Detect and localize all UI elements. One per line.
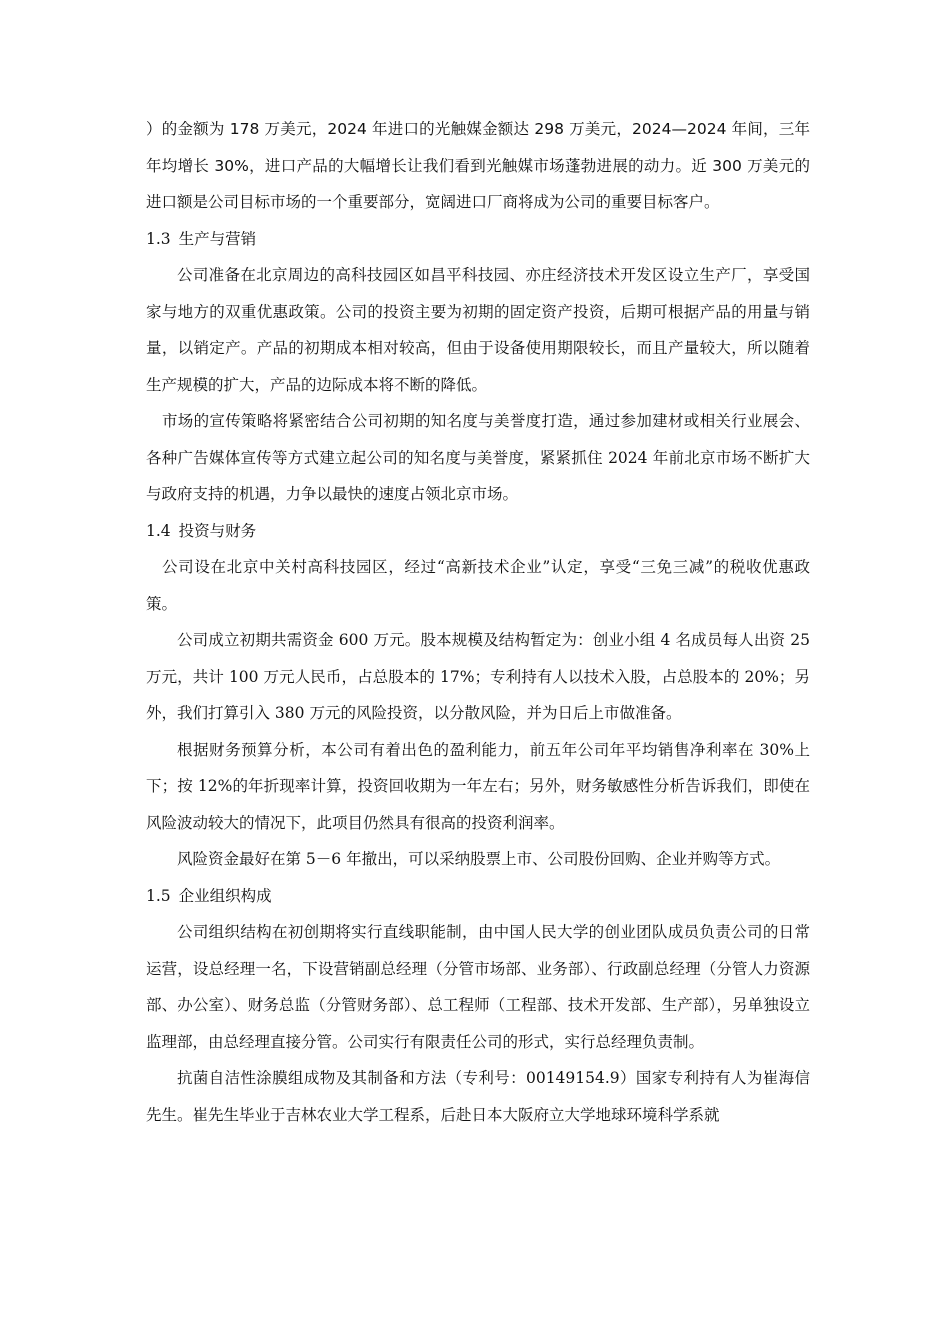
paragraph-patent-holder: 抗菌自洁性涂膜组成物及其制备和方法（专利号：00149154.9）国家专利持有人为崔海信先生。崔先生毕业于吉林农业大学工程系，后赴日本大阪府立大学地球环境科学系就: [146, 1069, 810, 1124]
paragraph-org-structure: 公司组织结构在初创期将实行直线职能制，由中国人民大学的创业团队成员负责公司的日常运营，设总经理一名，下设营销副总经理（分管市场部、业务部）、行政副总经理（分管人力资源部、办公室）、财务总监（分管财务部）、总工程师（工程部、技术开发部、生产部），另单独设立监理部，由总经理直接分管。公司实行有限责任公司的形式，实行总经理负责制。: [146, 923, 810, 1051]
section-title: 企业组织构成: [178, 886, 272, 905]
section-heading-organization: [146, 878, 810, 915]
section-number: 1.3: [146, 229, 171, 248]
section-title: 投资与财务: [178, 521, 257, 540]
paragraph-capital-structure: 公司成立初期共需资金 600 万元。股本规模及结构暂定为：创业小组 4 名成员每人出资 25 万元，共计 100 万元人民币，占总股本的 17%；专利持有人以技术入股，占总股本的 20%；另外，我们打算引入 380 万元的风险投资，以分散风险，并为日后上市做准备。: [146, 631, 810, 722]
paragraph-tax-policy: 公司设在北京中关村高科技园区，经过“高新技术企业”认定，享受“三免三减”的税收优惠政策。: [146, 558, 810, 613]
section-heading-investment-finance: [146, 513, 810, 550]
paragraph-financial-analysis: 根据财务预算分析，本公司有着出色的盈利能力，前五年公司年平均销售净利率在 30%上下；按 12%的年折现率计算，投资回收期为一年左右；另外，财务敏感性分析告诉我们，即使在风险波动较大的情况下，此项目仍然具有很高的投资利润率。: [146, 740, 810, 832]
document-body: [146, 111, 810, 1133]
paragraph-marketing: 市场的宣传策略将紧密结合公司初期的知名度与美誉度打造，通过参加建材或相关行业展会、各种广告媒体宣传等方式建立起公司的知名度与美誉度，紧紧抓住 2024 年前北京市场不断扩大与政府支持的机遇，力争以最快的速度占领北京市场。: [146, 412, 810, 503]
section-number: 1.4: [146, 521, 171, 540]
paragraph-import-growth: ）的金额为 178 万美元，2024 年进口的光触媒金额达 298 万美元，2024—2024 年间，三年年均增长 30%，进口产品的大幅增长让我们看到光触媒市场蓬勃进展的动力。近 300 万美元的进口额是公司目标市场的一个重要部分，宽阔进口厂商将成为公司的重要目标客户。: [146, 120, 810, 211]
section-heading-production-marketing: [146, 221, 810, 258]
section-title: 生产与营销: [178, 229, 257, 248]
paragraph-production: 公司准备在北京周边的高科技园区如昌平科技园、亦庄经济技术开发区设立生产厂，享受国家与地方的双重优惠政策。公司的投资主要为初期的固定资产投资，后期可根据产品的用量与销量，以销定产。产品的初期成本相对较高，但由于设备使用期限较长，而且产量较大，所以随着生产规模的扩大，产品的边际成本将不断的降低。: [146, 266, 810, 394]
paragraph-exit-strategy: 风险资金最好在第 5－6 年撤出，可以采纳股票上市、公司股份回购、企业并购等方式。: [177, 850, 781, 868]
section-number: 1.5: [146, 886, 171, 905]
